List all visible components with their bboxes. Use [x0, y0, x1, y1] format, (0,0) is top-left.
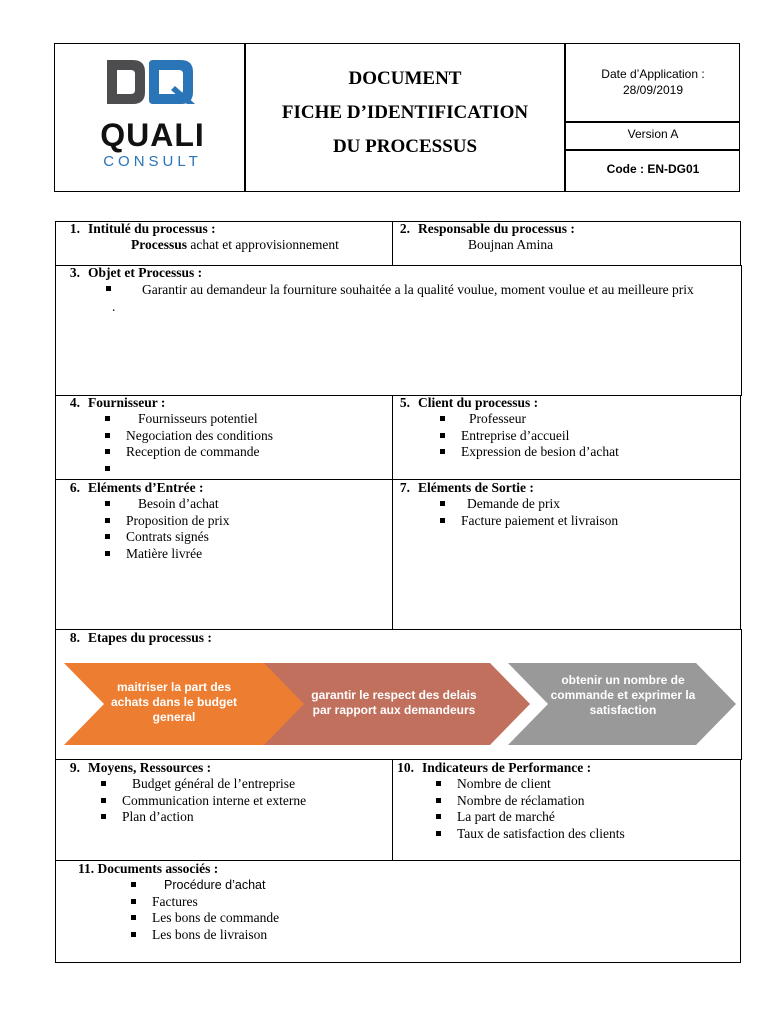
section-4-number: 4. [69, 395, 80, 410]
logo-text-main: QUALI [100, 117, 205, 153]
date-value: 28/09/2019 [622, 83, 684, 97]
section-9-title: Moyens, Ressources : [88, 760, 212, 775]
list-item: La part de marché [433, 809, 740, 826]
title-line-1: DOCUMENT [348, 68, 462, 89]
section-1 [56, 221, 390, 253]
section-11-title: Documents associés : [97, 861, 219, 876]
title-line-2: FICHE D’IDENTIFICATION [281, 102, 529, 123]
section-11 [56, 861, 736, 943]
list-item: Reception de commande [102, 444, 390, 461]
list-item: Professeur [437, 411, 736, 428]
list-item: Les bons de livraison [128, 927, 736, 944]
list-item: Taux de satisfaction des clients [433, 826, 740, 843]
section-1-value: achat et approvisionnement [190, 237, 339, 252]
header-row-divider-2 [564, 149, 740, 151]
list-item: Expression de besion d’achat [437, 444, 736, 461]
list-item: Contrats signés [102, 529, 390, 546]
section-7-number: 7. [399, 480, 410, 495]
section-9-number: 9. [69, 760, 80, 775]
section-5-number: 5. [399, 395, 410, 410]
section-1-value-bold: Processus [131, 237, 187, 252]
section-6 [56, 480, 390, 562]
list-item: Nombre de client [433, 776, 740, 793]
section-10-number: 10. [397, 760, 414, 775]
section-2-title: Responsable du processus : [418, 221, 575, 236]
section-7 [386, 480, 736, 529]
section-1-title: Intitulé du processus : [88, 221, 216, 236]
section-3 [56, 265, 736, 315]
section-8 [56, 630, 736, 646]
list-item: Demande de prix [437, 496, 736, 513]
list-item: Budget général de l’entreprise [98, 776, 390, 793]
list-item: Matière livrée [102, 546, 390, 563]
list-item: Entreprise d’accueil [437, 428, 736, 445]
section-1-number: 1. [69, 221, 80, 236]
section-7-list [437, 496, 736, 529]
application-date [566, 66, 740, 98]
step-1-text: maitriser la part des achats dans le budget general [110, 680, 238, 724]
company-logo [95, 56, 210, 184]
list-item: Proposition de prix [102, 513, 390, 530]
section-9-list [98, 776, 390, 826]
section-5 [386, 395, 736, 461]
section-3-title: Objet et Processus : [88, 265, 203, 280]
section-4-title: Fournisseur : [88, 395, 166, 410]
date-label: Date d’Application : [601, 67, 705, 81]
list-item: Procédure d’achat [128, 877, 736, 894]
section-9 [56, 760, 390, 826]
list-item: Les bons de commande [128, 910, 736, 927]
section-3-text: Garantir au demandeur la fourniture souhaitée a la qualité voulue, moment voulue et au meilleure prix . [112, 282, 694, 314]
section-5-list [437, 411, 736, 461]
section-7-title: Eléments de Sortie : [418, 480, 534, 495]
section-2-value: Boujnan Amina [468, 237, 554, 252]
section-8-title: Etapes du processus : [88, 630, 212, 645]
section-2 [386, 221, 736, 253]
step-2-text: garantir le respect des delais par rapport aux demandeurs [311, 688, 477, 717]
section-5-title: Client du processus : [418, 395, 539, 410]
title-line-3: DU PROCESSUS [332, 136, 478, 157]
section-6-title: Eléments d’Entrée : [88, 480, 204, 495]
section-6-list [102, 496, 390, 562]
list-item: Fournisseurs potentiel [102, 411, 390, 428]
list-item: Nombre de réclamation [433, 793, 740, 810]
section-3-number: 3. [69, 265, 80, 280]
list-item: Besoin d’achat [102, 496, 390, 513]
version-label: Version A [627, 127, 679, 141]
section-10 [390, 760, 740, 842]
header-row-divider-1 [564, 121, 740, 123]
bullet-icon [106, 286, 111, 291]
section-10-list [433, 776, 740, 842]
section-10-title: Indicateurs de Performance : [422, 760, 592, 775]
logo-mark-icon [95, 56, 210, 108]
section-11-list [128, 877, 736, 943]
list-item: Factures [128, 894, 736, 911]
section-6-number: 6. [69, 480, 80, 495]
section-2-number: 2. [399, 221, 410, 236]
section-11-number: 11. [78, 861, 95, 876]
list-item: Plan d’action [98, 809, 390, 826]
list-item: Facture paiement et livraison [437, 513, 736, 530]
list-item: Negociation des conditions [102, 428, 390, 445]
document-title [246, 62, 564, 164]
section-4-list [102, 411, 390, 461]
section-4 [56, 395, 390, 461]
step-3-text: obtenir un nombre de commande et exprimer la satisfaction [550, 673, 696, 717]
document-code: Code : EN-DG01 [606, 162, 700, 176]
list-item: Communication interne et externe [98, 793, 390, 810]
section-8-number: 8. [69, 630, 80, 645]
logo-text-sub: CONSULT [103, 153, 202, 170]
